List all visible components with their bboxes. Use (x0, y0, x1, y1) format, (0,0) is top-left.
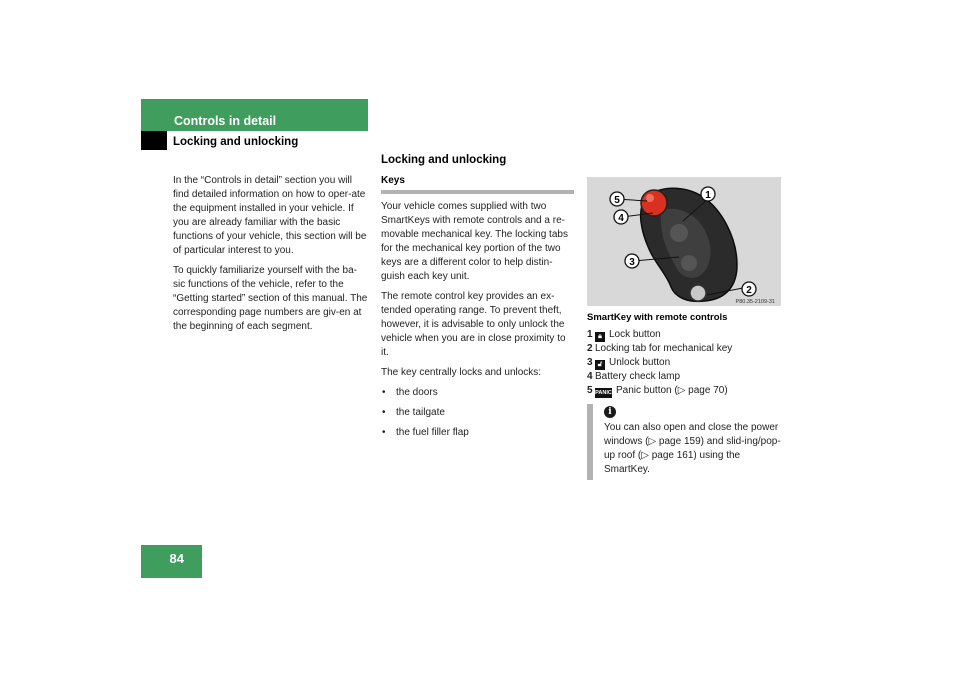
smartkey-figure (587, 177, 781, 306)
keys-paragraph-2: The remote control key provides an ex-tended operating range. To prevent theft, however, it is advisable to only unlock the vehicle when you are in close proximity to it. (381, 291, 566, 358)
keys-paragraph-1: Your vehicle comes supplied with two SmartKeys with remote controls and a re-movable mechanical key. The locking tabs for the mechanical key portion of the two keys are a different color to help distin-guish each key unit. (381, 201, 568, 282)
callout-1 (701, 187, 715, 201)
list-item: • the fuel filler flap (381, 426, 574, 440)
info-icon: i (604, 406, 616, 418)
note-bar (587, 404, 593, 480)
intro-text (173, 174, 368, 340)
note-text: You can also open and close the power windows (▷ page 159) and slid-ing/pop-up roof (▷ page 161) using the SmartKey. (604, 422, 781, 475)
subsection-title: Locking and unlocking (173, 136, 299, 148)
list-item: • the tailgate (381, 406, 574, 420)
callout-5 (610, 192, 624, 206)
keys-paragraph-3: The key centrally locks and unlocks: (381, 367, 542, 378)
lock-targets-list (381, 386, 574, 440)
smartkey-illustration (587, 177, 781, 306)
intro-paragraph-1: In the “Controls in detail” section you will find detailed information on how to oper-ate the equipment installed in your vehicle. If you are already familiar with the basic functions of your vehicle, this section will be of particular interest to you. (173, 175, 367, 256)
legend-row: 2 Locking tab for mechanical key (587, 343, 733, 354)
unlock-icon: 🔓︎ (595, 360, 605, 370)
intro-paragraph-2: To quickly familiarize yourself with the ba-sic functions of the vehicle, refer to the “Getting started” section of this manual. The corresponding page numbers are giv-en at the beginning of each segment. (173, 265, 368, 332)
legend-row: 4 Battery check lamp (587, 370, 681, 382)
legend-row: 3 🔓︎ Unlock button (587, 356, 671, 368)
svg-text:3: 3 (629, 257, 635, 268)
keys-body (381, 200, 574, 446)
legend-row: 1 🔒︎ Lock button (587, 329, 661, 340)
subsection-marker (141, 131, 167, 150)
panic-icon: PANIC (595, 389, 612, 396)
svg-text:1: 1 (705, 190, 711, 201)
svg-text:4: 4 (618, 213, 624, 224)
callout-3 (625, 254, 639, 268)
figure-legend (587, 328, 732, 398)
svg-text:2: 2 (746, 285, 752, 296)
svg-text:5: 5 (614, 195, 620, 206)
page-title: Locking and unlocking (381, 154, 507, 166)
figure-code: P80.35-2109-31 (735, 299, 775, 305)
callout-4 (614, 210, 628, 224)
page-number: 84 (141, 545, 202, 578)
figure-caption: SmartKey with remote controls (587, 312, 728, 323)
legend-row: 5 PANIC Panic button (▷ page 70) (587, 384, 728, 396)
info-note (587, 404, 781, 480)
section-header: Controls in detail (141, 99, 368, 131)
keys-heading: Keys (381, 175, 574, 194)
callout-2 (742, 282, 756, 296)
lock-icon: 🔒︎ (595, 332, 605, 342)
list-item: • the doors (381, 386, 574, 400)
